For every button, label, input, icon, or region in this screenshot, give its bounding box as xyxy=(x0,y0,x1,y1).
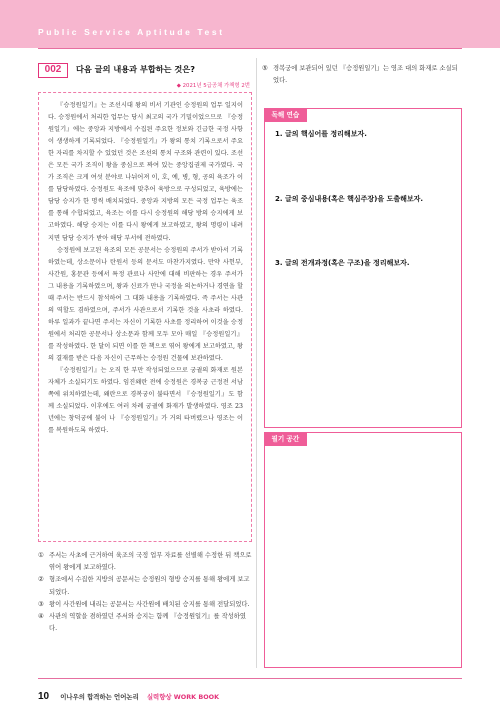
choice-4[interactable] xyxy=(38,611,252,635)
column-divider xyxy=(256,58,257,668)
question-source: ◆ 2021년 5급공채 가책형 2번 xyxy=(176,83,250,89)
choice-1[interactable] xyxy=(38,550,252,574)
series-banner: Public Service Aptitude Test xyxy=(38,27,225,37)
header-divider xyxy=(38,48,462,49)
choice-marker: ② xyxy=(38,576,44,584)
choice-text: 주서는 사초에 근거하여 육조의 국정 업무 자료를 선별해 수정한 뒤 책으로 엮어 왕에게 보고하였다. xyxy=(49,552,252,572)
passage-paragraph: 『승정원일기』는 오직 한 부만 작성되었으므로 궁궐의 화재로 원본 자체가 소실되기도 하였다. 임진왜란 전에 승정원은 경복궁 근정전 서남쪽에 위치하였는데, 왜란으로 경복궁이 불타면서 『승정원일기』도 함께 소실되었다. 이후에도 여러 차례 궁궐에 화재가 발생하였다. 영조 23년에는 창덕궁에 불이 나 『승정원일기』가 거의 타버렸으나 영조는 이를 복원하도록 하였다. xyxy=(48,367,243,435)
choice-text: 사관의 역할을 겸하였던 주서와 승지는 함께 『승정원일기』를 작성하였다. xyxy=(49,613,246,633)
choice-marker: ⑤ xyxy=(262,65,268,72)
question-number: 002 xyxy=(38,63,68,78)
choice-3[interactable] xyxy=(38,599,252,611)
passage-paragraph: 『승정원일기』는 조선시대 왕의 비서 기관인 승정원의 업무 일지이다. 승정원에서 처리한 업무는 당시 최고의 국가 기밀이었으므로 『승정원일기』에는 중앙과 지방에서 수집된 주요한 정보와 긴급한 국정 사항이 생생하게 기록되었다. 『승정원일기』가 왕의 통치 기록으로서 주요한 자리를 차지할 수 있었던 것은 조선의 통치 구조와 관련이 있다. 조선은 모든 국가 조직이 왕을 중심으로 짜여 있는 중앙집권제 국가였다. 국가 조직은 크게 여섯 분야로 나뉘어져 이, 호, 예, 병, 형, 공의 육조가 이를 담당하였다. 승정원도 육조에 맞추어 육방으로 구성되었고, 육방에는 담당 승지가 한 명씩 배치되었다. 중앙과 지방의 모든 국정 업무는 육조를 통해 수합되었고, 육조는 이를 다시 승정원의 해당 방의 승지에게 보고하였다. 해당 승지는 이를 다시 왕에게 보고하였고, 왕의 명령이 내려지면 담당 승지가 받아 해당 부서에 전하였다. xyxy=(48,102,243,242)
passage-box xyxy=(38,92,252,542)
header-band xyxy=(0,0,500,48)
reading-practice-box xyxy=(264,108,462,428)
notes-box[interactable] xyxy=(264,432,462,668)
answer-choices xyxy=(38,550,252,635)
notes-title: 필기 공간 xyxy=(264,432,308,446)
page-number: 10 xyxy=(38,691,50,702)
question-header xyxy=(38,63,250,79)
choice-2[interactable] xyxy=(38,574,252,598)
footer xyxy=(38,684,219,703)
choice-marker: ③ xyxy=(38,600,44,608)
book-title: 이나우의 합격하는 언어논리 xyxy=(60,693,139,701)
footer-divider xyxy=(38,678,462,679)
question-prompt: 다음 글의 내용과 부합하는 것은? xyxy=(76,64,195,74)
practice-task-2: 2. 글의 중심내용(혹은 핵심주장)을 도출해보자. xyxy=(275,195,424,203)
choice-text: 경복궁에 보관되어 있던 『승정원일기』는 영조 대의 화재로 소실되었다. xyxy=(273,65,458,85)
choice-marker: ① xyxy=(38,552,44,559)
practice-title: 독해 연습 xyxy=(264,108,308,122)
book-subtitle: 실력향상 WORK BOOK xyxy=(146,693,220,701)
choice-marker: ④ xyxy=(38,613,44,621)
choice-text: 형조에서 수집한 지방의 공문서는 승정원의 형방 승지를 통해 왕에게 보고되었다. xyxy=(49,576,250,596)
choice-5[interactable] xyxy=(262,63,462,87)
passage-paragraph: 승정원에 보고된 육조의 모든 공문서는 승정원의 주서가 받아서 기록하였는데, 상소문이나 탄원서 등의 문서도 마찬가지였다. 만약 사헌부, 사간원, 홍문관 등에서 특정 관료나 사안에 대해 비판하는 경우 주서가 그 내용을 기록하였으며, 왕과 신료가 만나 국정을 의논하거나 경연을 할 때 주서는 반드시 참석하여 그 대화 내용을 기록하였다. 즉 주서는 사관의 역할도 겸하였으며, 주서가 사관으로서 기록한 것을 사초라 하였다. 하루 일과가 끝나면 주서는 자신이 기록한 사초를 정리하여 이것을 승정원에서 처리한 공문서나 상소문과 함께 모두 모아 매일 『승정원일기』를 작성하였다. 한 달이 되면 이를 한 책으로 엮어 왕에게 보고하였고, 왕의 결재를 받은 다음 자신이 근무하는 승정원 건물에 보관하였다. xyxy=(48,246,243,362)
choice-text: 왕이 사간원에 내리는 공문서는 사간원에 배치된 승지를 통해 전달되었다. xyxy=(49,600,250,608)
practice-task-1: 1. 글의 핵심어를 정리해보자. xyxy=(275,130,367,138)
practice-task-3: 3. 글의 전개과정(혹은 구조)을 정리해보자. xyxy=(275,259,410,267)
